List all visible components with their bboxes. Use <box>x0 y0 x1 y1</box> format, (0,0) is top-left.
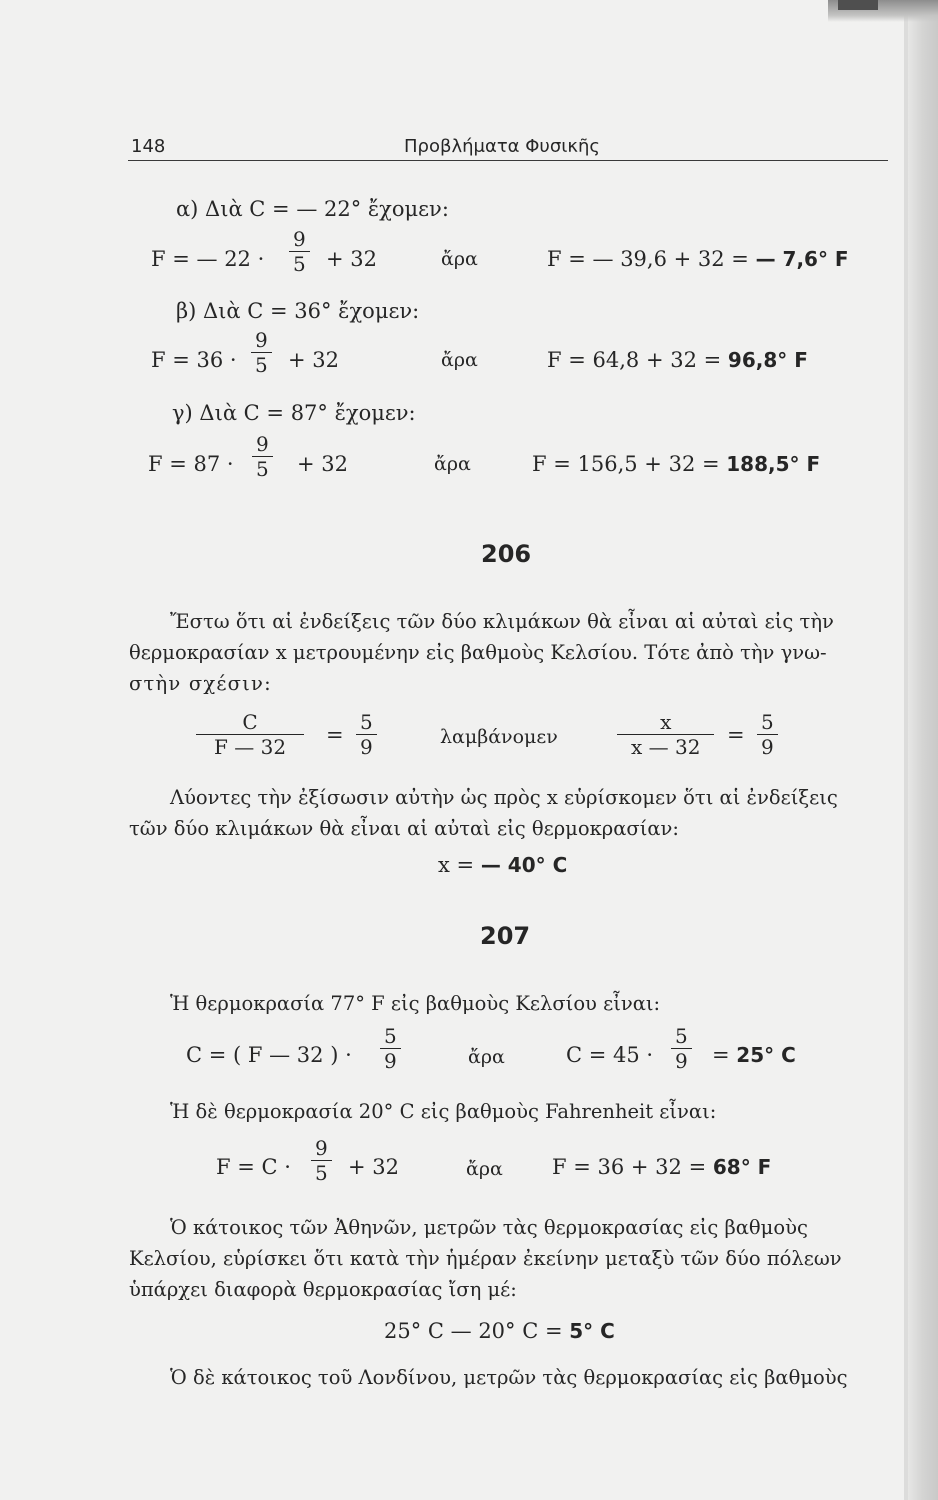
eq1-equals: = <box>326 723 344 747</box>
problem-206-text-2: Λύοντες τὴν ἐξίσωσιν αὐτὴν ὡς πρὸς x εὑρίσκομεν ὅτι αἱ ἐνδείξεις τῶν δύο κλιμάκων θὰ εἶναι αἱ αὐταὶ εἰς θερμοκρασίαν: <box>129 786 838 840</box>
p207-eq1-ara: ἄρα <box>468 1046 505 1068</box>
problem-206-text: Ἔστω ὅτι αἱ ἐνδείξεις τῶν δύο κλιμάκων θὰ εἶναι αἱ αὐταὶ εἰς τὴν θερμοκρασίαν x μετρουμένην εἰς βαθμοὺς Κελσίου. Τότε ἀπὸ τὴν γνω- στὴν σχέσιν: <box>129 610 834 695</box>
case-c-lhs: F = 87 · <box>148 452 234 476</box>
case-a-label: α) Διὰ C = — 22° ἔχομεν: <box>176 197 449 221</box>
eq1-left-fraction: $\frac{C}{F — 32}$ <box>196 710 304 759</box>
case-a-tail: + 32 <box>326 247 377 271</box>
case-c-ara: ἄρα <box>434 453 471 475</box>
p207-eq1-result: = 25° C <box>712 1043 796 1067</box>
page-edge-shadow <box>904 0 938 1500</box>
p207-eq2-tail: + 32 <box>348 1155 399 1179</box>
torn-corner-dark <box>838 0 878 10</box>
case-c-result: F = 156,5 + 32 = 188,5° F <box>532 452 821 476</box>
case-a-fraction: $\frac{9}{5}$ <box>289 227 310 276</box>
eq2-equals: = <box>727 723 745 747</box>
case-c-fraction: $\frac{9}{5}$ <box>252 432 273 481</box>
case-c-label: γ) Διὰ C = 87° ἔχομεν: <box>172 401 416 425</box>
problem-207-heading: 207 <box>480 922 531 950</box>
p207-eq2-ara: ἄρα <box>466 1158 503 1180</box>
eq2-right-fraction: $\frac{5}{9}$ <box>757 710 778 759</box>
case-a-result: F = — 39,6 + 32 = — 7,6° F <box>547 247 849 271</box>
problem-206-result: x = — 40° C <box>438 853 568 877</box>
case-b-tail: + 32 <box>288 348 339 372</box>
p207-eq2-result: F = 36 + 32 = 68° F <box>552 1155 772 1179</box>
p207-eq1-right-fraction: $\frac{5}{9}$ <box>671 1024 692 1073</box>
p207-eq1-rhs: C = 45 · <box>566 1043 654 1067</box>
p207-eq1-lhs: C = ( F — 32 ) · <box>186 1043 352 1067</box>
page-title: Προβλήματα Φυσικῆς <box>404 136 600 157</box>
case-b-lhs: F = 36 · <box>151 348 237 372</box>
case-a-ara: ἄρα <box>441 248 478 270</box>
page-number: 148 <box>131 136 166 157</box>
p207-eq1-fraction: $\frac{5}{9}$ <box>380 1024 401 1073</box>
case-b-ara: ἄρα <box>441 349 478 371</box>
problem-207-text-4: Ὁ δὲ κάτοικος τοῦ Λονδίνου, μετρῶν τὰς θερμοκρασίας εἰς βαθμοὺς <box>170 1366 848 1389</box>
case-c-tail: + 32 <box>297 452 348 476</box>
p207-diff-result: 25° C — 20° C = 5° C <box>384 1319 615 1343</box>
problem-207-text-3: Ὁ κάτοικος τῶν Ἀθηνῶν, μετρῶν τὰς θερμοκρασίας εἰς βαθμοὺς Κελσίου, εὑρίσκει ὅτι κατὰ τὴν ἡμέραν ἐκείνην μεταξὺ τῶν δύο πόλεων ὑπάρχει διαφορὰ θερμοκρασίας ἴση μέ: <box>129 1216 842 1301</box>
eq2-left-fraction: $\frac{x}{x — 32}$ <box>617 710 714 759</box>
p207-eq2-fraction: $\frac{9}{5}$ <box>311 1136 332 1185</box>
case-b-result: F = 64,8 + 32 = 96,8° F <box>547 348 808 372</box>
header-rule <box>128 160 888 161</box>
eq1-right-fraction: $\frac{5}{9}$ <box>356 710 377 759</box>
problem-206-heading: 206 <box>481 540 532 568</box>
running-header <box>131 136 884 158</box>
eq-word: λαμβάνομεν <box>440 726 558 748</box>
problem-207-text-1: Ἡ θερμοκρασία 77° F εἰς βαθμοὺς Κελσίου εἶναι: <box>170 992 661 1015</box>
problem-207-text-2: Ἡ δὲ θερμοκρασία 20° C εἰς βαθμοὺς Fahrenheit εἶναι: <box>170 1100 717 1123</box>
case-a-lhs: F = — 22 · <box>151 247 265 271</box>
p207-eq2-lhs: F = C · <box>216 1155 291 1179</box>
case-b-fraction: $\frac{9}{5}$ <box>251 328 272 377</box>
case-b-label: β) Διὰ C = 36° ἔχομεν: <box>176 299 420 323</box>
